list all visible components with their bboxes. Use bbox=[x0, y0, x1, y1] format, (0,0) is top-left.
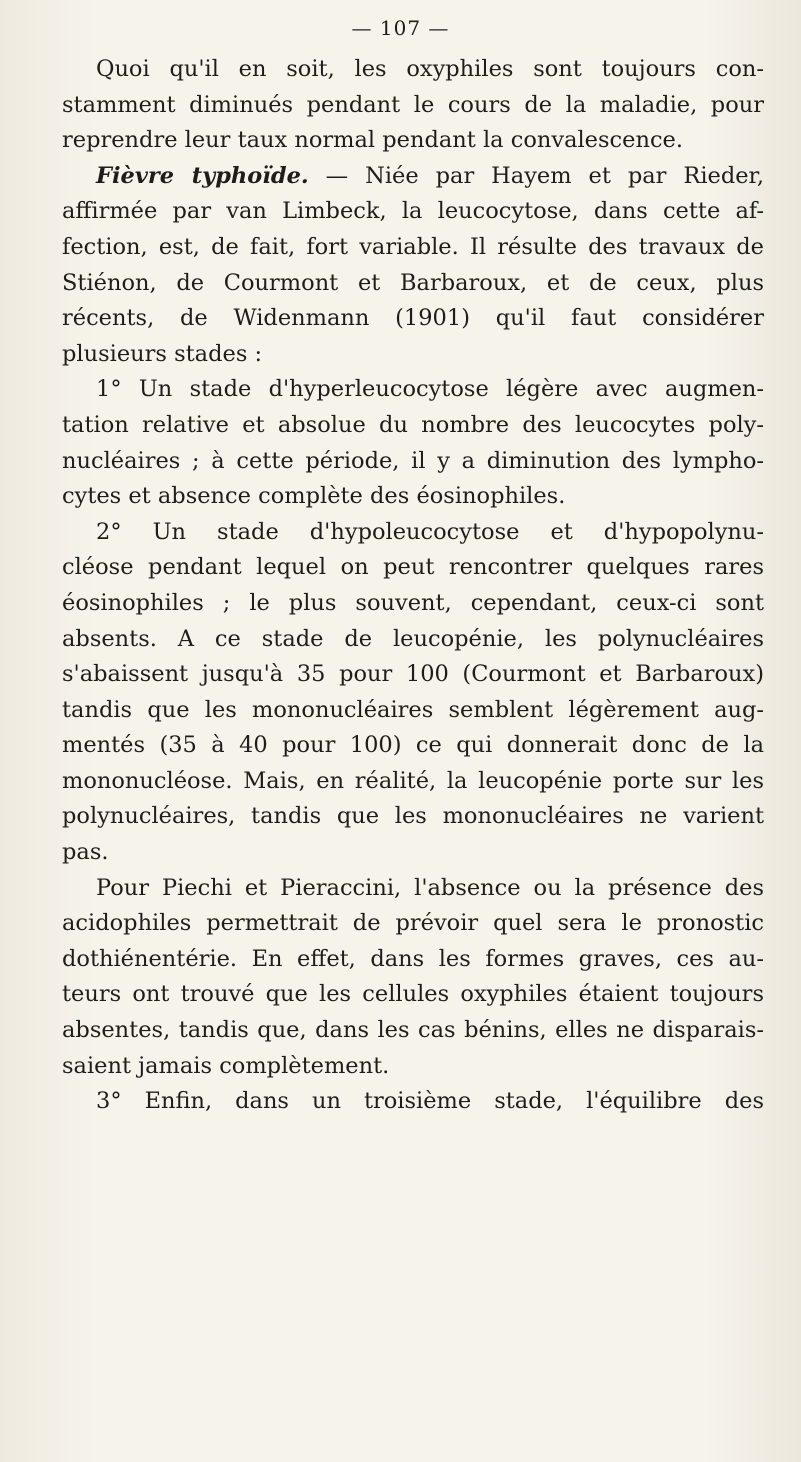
text-line: acidophiles permettrait de prévoir quel sera le pronostic bbox=[62, 910, 764, 937]
text-line: éosinophiles ; le plus souvent, cependant, ceux-ci sont bbox=[62, 589, 764, 616]
text-line: polynucléaires, tandis que les mononucléaires ne varient bbox=[62, 803, 764, 830]
paragraph bbox=[62, 871, 764, 1085]
text-line: teurs ont trouvé que les cellules oxyphiles étaient toujours bbox=[62, 981, 764, 1008]
text-line: plusieurs stades : bbox=[62, 340, 263, 367]
text-line: dothiénentérie. En effet, dans les formes graves, ces au- bbox=[62, 945, 764, 972]
text-line: récents, de Widenmann (1901) qu'il faut considérer bbox=[62, 305, 764, 332]
text-line: Stiénon, de Courmont et Barbaroux, et de ceux, plus bbox=[62, 269, 764, 296]
text-line: affirmée par van Limbeck, la leucocytose, dans cette af- bbox=[62, 198, 764, 225]
text-line: Pour Piechi et Pieraccini, l'absence ou la présence des bbox=[96, 874, 764, 901]
text-line: reprendre leur taux normal pendant la convalescence. bbox=[62, 127, 684, 154]
body-text bbox=[62, 52, 764, 1120]
text-line: absents. A ce stade de leucopénie, les polynucléaires bbox=[62, 625, 764, 652]
text-line: Quoi qu'il en soit, les oxyphiles sont toujours con- bbox=[96, 56, 764, 82]
text-line: cytes et absence complète des éosinophiles. bbox=[62, 483, 566, 510]
text-line: 3° Enfin, dans un troisième stade, l'équilibre des bbox=[96, 1088, 764, 1115]
section-heading: Fièvre typhoïde. bbox=[96, 162, 309, 189]
text-line: absentes, tandis que, dans les cas bénins, elles ne disparais- bbox=[62, 1017, 764, 1044]
text-line: 2° Un stade d'hypoleucocytose et d'hypopolynu- bbox=[96, 518, 764, 545]
paragraph bbox=[62, 515, 764, 871]
text-line bbox=[62, 159, 764, 195]
text-line: mentés (35 à 40 pour 100) ce qui donnerait donc de la bbox=[62, 732, 764, 759]
text-line: fection, est, de fait, fort variable. Il résulte des travaux de bbox=[62, 233, 764, 260]
paragraph bbox=[62, 52, 764, 159]
text-line: mononucléose. Mais, en réalité, la leucopénie porte sur les bbox=[62, 767, 764, 794]
text-line: 1° Un stade d'hyperleucocytose légère avec augmen- bbox=[96, 376, 764, 403]
text-line: nucléaires ; à cette période, il y a diminution des lympho- bbox=[62, 447, 764, 474]
text-line: pas. bbox=[62, 839, 109, 866]
paragraph bbox=[62, 1084, 764, 1120]
text-line: tandis que les mononucléaires semblent légèrement aug- bbox=[62, 696, 764, 723]
text-line: tation relative et absolue du nombre des leucocytes poly- bbox=[62, 411, 764, 438]
text-line: saient jamais complètement. bbox=[62, 1052, 390, 1079]
text-line: stamment diminués pendant le cours de la maladie, pour bbox=[62, 91, 764, 118]
heading-line-rest: — Niée par Hayem et par Rieder, bbox=[308, 162, 764, 189]
text-line: s'abaissent jusqu'à 35 pour 100 (Courmont et Barbaroux) bbox=[62, 661, 764, 688]
paragraph bbox=[62, 372, 764, 514]
text-line: cléose pendant lequel on peut rencontrer quelques rares bbox=[62, 554, 764, 581]
page-number: — 107 — bbox=[351, 16, 450, 40]
paragraph bbox=[62, 159, 764, 373]
